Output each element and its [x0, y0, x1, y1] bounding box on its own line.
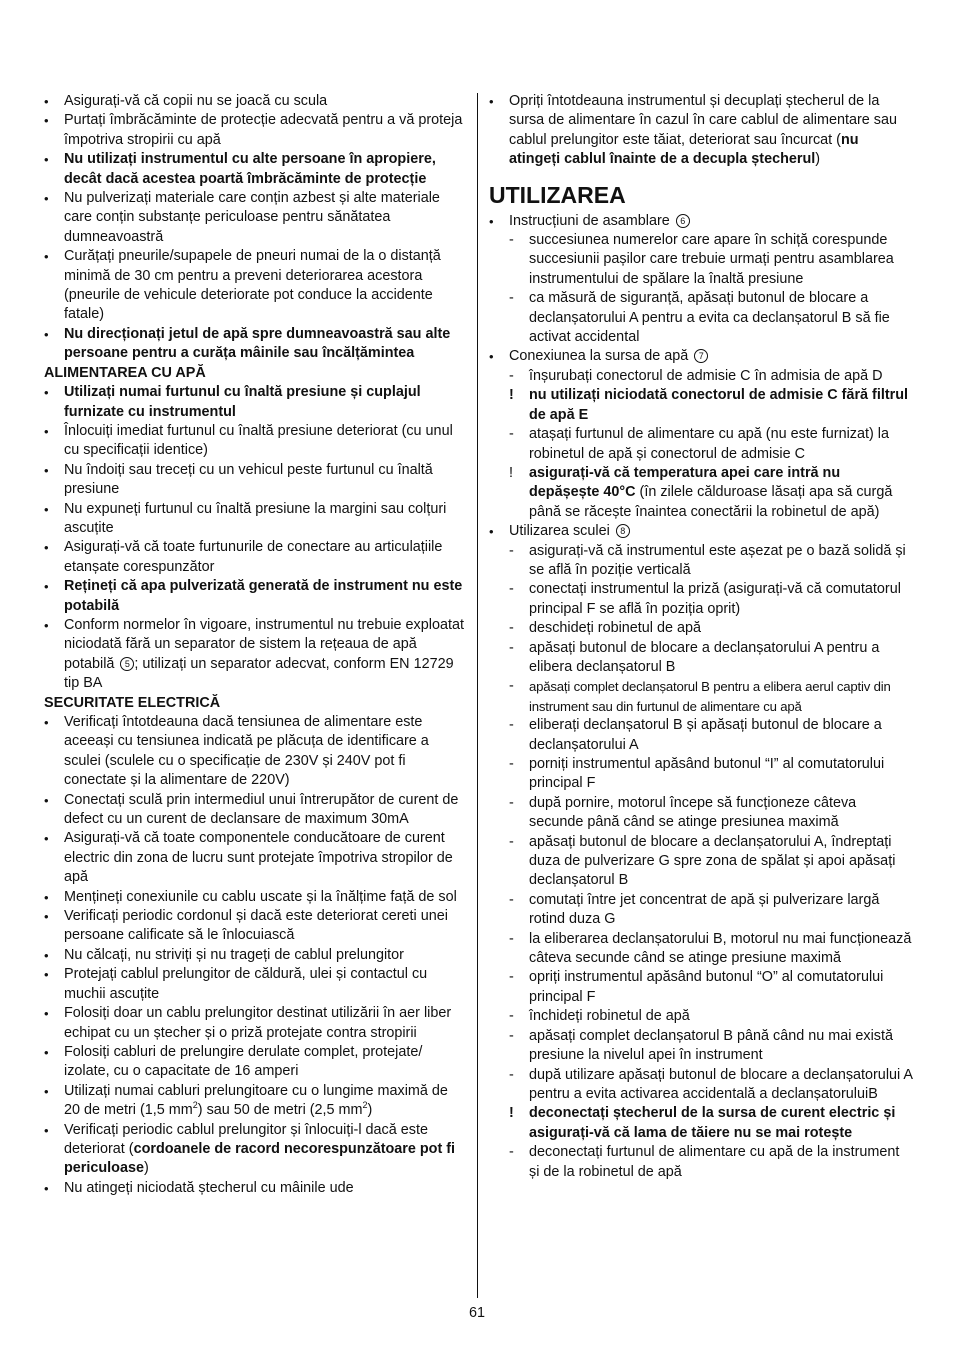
list-item: • Conform normelor în vigoare, instrumentul nu trebuie exploatat niciodată fără un separator de sistem la rețeaua de apă potabilă 5 ; utilizați un separator adecvat, conform EN 12729 tip BA	[44, 616, 464, 692]
list-item: • Verificați întotdeauna dacă tensiunea de alimentare este aceeași cu tensiunea indicată pe plăcuța de identificare a sculei (sculele cu o specificație de 230V și 240V pot fi conectate și la alimentare de 220V)	[44, 714, 429, 789]
figure-ref-number: 8	[616, 524, 630, 538]
dash-icon: -	[509, 426, 514, 443]
sub-item: - deconectați furtunul de alimentare cu apă de la instrument și de la robinetul de apă	[509, 1144, 900, 1180]
bullet-icon: •	[44, 191, 49, 207]
list-item: • Folosiți cabluri de prelungire derulate complet, protejate/ izolate, cu o capacitate de 16 amperi	[44, 1043, 423, 1080]
bullet-icon: •	[44, 1180, 49, 1196]
list-item: • Asigurați-vă că toate componentele conducătoare de curent electric din zona de lucru sunt protejate împotriva stropilor de apă	[44, 830, 453, 886]
dash-icon: -	[509, 678, 514, 695]
warning-item: ! asigurați-vă că temperatura apei care intră nu depășește 40°C (în zilele călduroase lăsați apa să curgă până se răcește înaintea conectării la robinetul de apă)	[509, 464, 893, 520]
bullet-icon: •	[44, 947, 49, 963]
bullet-icon: •	[44, 579, 49, 595]
bullet-icon: •	[489, 213, 494, 229]
bullet-icon: •	[44, 385, 49, 401]
list-item: • Purtați îmbrăcăminte de protecție adecvată pentru a vă proteja împotriva stropirii cu apă	[44, 112, 463, 148]
list-item: • Utilizați numai cabluri prelungitoare cu o lungime maximă de 20 de metri (1,5 $mm^2$) sau 50 de metri (2,5 $mm^2$)	[44, 1082, 448, 1119]
dash-icon: -	[509, 367, 514, 384]
warning-mark-icon: !	[509, 464, 513, 481]
list-item: • Folosiți doar un cablu prelungitor destinat utilizării în aer liber echipat cu un ștecher și o priză protejate contra stropirii	[44, 1005, 452, 1041]
bullet-icon: •	[44, 617, 49, 633]
sub-item: - ca măsură de siguranță, apăsați butonul de blocare a declanșatorului A pentru a evita ca declanșatorul B să fie activat accidental	[509, 290, 890, 346]
dash-icon: -	[509, 1066, 514, 1083]
list-item: • Nu atingeți niciodată ștecherul cu mâinile ude	[44, 1179, 464, 1198]
bullet-icon: •	[489, 349, 494, 365]
section-title: UTILIZAREA	[489, 181, 626, 208]
bullet-icon: •	[44, 326, 49, 342]
bullet-icon: •	[44, 1006, 49, 1022]
bullet-icon: •	[44, 909, 49, 925]
list-item: • Nu direcționați jetul de apă spre dumneavoastră sau alte persoane pentru a curăța mâinile sau încălțămintea	[44, 325, 451, 362]
list-item: • Instrucțiuni de asamblare 6	[489, 212, 913, 231]
bullet-icon: •	[44, 715, 49, 730]
sub-item: - apăsați butonul de blocare a declanșatorului A pentru a elibera declanșatorul B	[509, 639, 880, 675]
list-item: • Verificați periodic cordonul și dacă este deteriorat cereti unei persoane calificate să le înlocuiască	[44, 908, 448, 944]
bullet-icon: •	[44, 94, 49, 109]
list-item: • Înlocuiți imediat furtunul cu înaltă presiune deteriorat (cu unul cu specificații identice)	[44, 422, 453, 459]
list-item: • Curățați pneurile/supapele de pneuri numai de la o distanță minimă de 30 cm pentru a preveni deteriorarea acestora (pneurile de vehicule deteriorate pot conduce la accidente fatale)	[44, 248, 441, 323]
bullet-icon: •	[44, 1122, 49, 1138]
sub-item: - înșurubați conectorul de admisie C în admisia de apă D	[509, 367, 913, 386]
list-item: • Nu îndoiți sau treceți cu un vehicul peste furtunul cu înaltă presiune	[44, 461, 433, 498]
bullet-icon: •	[489, 524, 494, 540]
dash-icon: -	[509, 1008, 514, 1025]
list-item: • Rețineți că apa pulverizată generată de instrument nu este potabilă	[44, 578, 463, 614]
sub-item: - apăsați complet declanșatorul B până când nu mai există presiune la nivelul apei în instrument	[509, 1027, 893, 1064]
sub-item: - opriți instrumentul apăsând butonul “O” al comutatorului principal F	[509, 969, 884, 1005]
dash-icon: -	[509, 717, 514, 734]
section-heading-electrical: SECURITATE ELECTRICĂ	[44, 694, 221, 711]
sub-item: - la eliberarea declanșatorului B, motorul nu mai funcționează câteva secunde când se atinge presiune maximă	[509, 930, 912, 967]
sub-item: - atașați furtunul de alimentare cu apă (nu este furnizat) la robinetul de apă și conectorul de admisie C	[509, 426, 889, 462]
list-item: • Conexiunea la sursa de apă 7	[489, 347, 913, 366]
list-item: • Nu pulverizați materiale care conțin azbest și alte materiale care conțin substanțe periculoase pentru sănătatea dumneavoastră	[44, 190, 440, 245]
list-item: • Protejați cablul prelungitor de căldură, ulei și contactul cu muchii ascuțite	[44, 966, 428, 1002]
list-item: • Utilizarea sculei 8	[489, 522, 913, 541]
sub-item: - comutați între jet concentrat de apă și pulverizare largă rotind duza G	[509, 891, 880, 928]
sub-item: - porniți instrumentul apăsând butonul “I” al comutatorului principal F	[509, 756, 885, 792]
bullet-icon: •	[489, 94, 494, 109]
sub-item: - eliberați declanșatorul B și apăsați butonul de blocare a declanșatorului A	[509, 717, 882, 753]
dash-icon: -	[509, 969, 514, 986]
bullet-icon: •	[44, 1044, 49, 1060]
bullet-icon: •	[44, 501, 49, 517]
list-item: • Asigurați-vă că copii nu se joacă cu scula	[44, 92, 464, 111]
left-column	[44, 92, 464, 1198]
bullet-icon: •	[44, 249, 49, 265]
warning-item: ! deconectați ștecherul de la sursa de curent electric și asigurați-vă că lama de tăiere nu se mai rotește	[509, 1105, 896, 1141]
list-item: • Nu utilizați instrumentul cu alte persoane în apropiere, decât dacă acestea poartă îmbrăcăminte de protecție	[44, 151, 436, 187]
bullet-icon: •	[44, 423, 49, 439]
sub-item: - închideți robinetul de apă	[509, 1007, 913, 1026]
page-number: 61	[468, 1305, 485, 1321]
dash-icon: -	[509, 232, 514, 249]
bullet-icon: •	[44, 540, 49, 556]
sub-item: - asigurați-vă că instrumentul este așezat pe o bază solidă și se află în poziție verticală	[509, 542, 906, 578]
bullet-icon: •	[44, 831, 49, 847]
list-item: • Verificați periodic cablul prelungitor și înlocuiți-l dacă este deteriorat (cordoanele de racord necorespunzătoare pot fi periculoase)	[44, 1121, 456, 1177]
figure-ref-number: 5	[120, 657, 134, 671]
list-item: • Nu călcați, nu striviți și nu trageți de cablul prelungitor	[44, 946, 464, 965]
dash-icon: -	[509, 833, 514, 850]
column-divider	[477, 93, 478, 1298]
dash-icon: -	[509, 620, 514, 637]
bullet-icon: •	[44, 462, 49, 478]
figure-ref-number: 6	[676, 214, 690, 228]
sub-item: - conectați instrumentul la priză (asigurați-vă că comutatorul principal F se află în poziția oprit)	[509, 581, 901, 617]
bullet-icon: •	[44, 889, 49, 905]
right-column	[489, 92, 913, 1182]
bullet-icon: •	[44, 152, 49, 168]
dash-icon: -	[509, 756, 514, 772]
dash-icon: -	[509, 1027, 514, 1044]
sub-item: - apăsați butonul de blocare a declanșatorului A, îndreptați duza de pulverizare G spre zona de spălat și apoi apăsați declanșatorul B	[509, 833, 896, 889]
list-item: • Opriți întotdeauna instrumentul și decuplați ștecherul de la sursa de alimentare în cazul în care cablul de alimentare sau cablul prelungitor este tăiat, deteriorat sau încurcat (nu atingeți cablul înainte de a decupla ștecherul)	[489, 93, 897, 168]
list-item: • Mențineți conexiunile cu cablu uscate și la înălțime față de sol	[44, 888, 464, 907]
sub-item: - deschideți robinetul de apă	[509, 619, 913, 638]
list-item: • Utilizați numai furtunul cu înaltă presiune și cuplajul furnizate cu instrumentul	[44, 384, 421, 420]
bullet-icon: •	[44, 1083, 49, 1099]
dash-icon: -	[509, 891, 514, 908]
dash-icon: -	[509, 930, 514, 947]
warning-mark-icon: !	[509, 387, 514, 404]
sub-item: - după pornire, motorul începe să funcționeze câteva secunde până când se atinge presiunea maximă	[509, 794, 857, 831]
figure-ref-number: 7	[694, 349, 708, 363]
section-heading-water: ALIMENTAREA CU APĂ	[44, 364, 206, 381]
bullet-icon: •	[44, 792, 49, 808]
dash-icon: -	[509, 794, 514, 811]
warning-item: ! nu utilizați niciodată conectorul de admisie C fără filtrul de apă E	[509, 387, 909, 423]
dash-icon: -	[509, 581, 514, 598]
dash-icon: -	[509, 1144, 514, 1161]
dash-icon: -	[509, 542, 514, 559]
dash-icon: -	[509, 639, 514, 656]
sub-item: - apăsați complet declanșatorul B pentru a elibera aerul captiv din instrument sau din furtunul de alimentare cu apă	[509, 678, 891, 714]
list-item: • Conectați sculă prin intermediul unui întrerupător de curent de defect cu un curent de declansare de maximum 30mA	[44, 791, 459, 828]
sub-item: - după utilizare apăsați butonul de blocare a declanșatorului A pentru a evita activarea accidentală a declanșatoruluiB	[509, 1066, 913, 1102]
list-item: • Nu expuneți furtunul cu înaltă presiune la margini sau colțuri ascuțite	[44, 500, 447, 536]
bullet-icon: •	[44, 113, 49, 129]
dash-icon: -	[509, 290, 514, 307]
list-item: • Asigurați-vă că toate furtunurile de conectare au articulațiile etanșate corespunzător	[44, 539, 443, 575]
bullet-icon: •	[44, 967, 49, 983]
warning-mark-icon: !	[509, 1105, 514, 1122]
sub-item: - succesiunea numerelor care apare în schiță corespunde succesiunii pașilor care trebuie urmați pentru asamblarea instrumentului de spălare la înaltă presiune	[509, 232, 894, 287]
